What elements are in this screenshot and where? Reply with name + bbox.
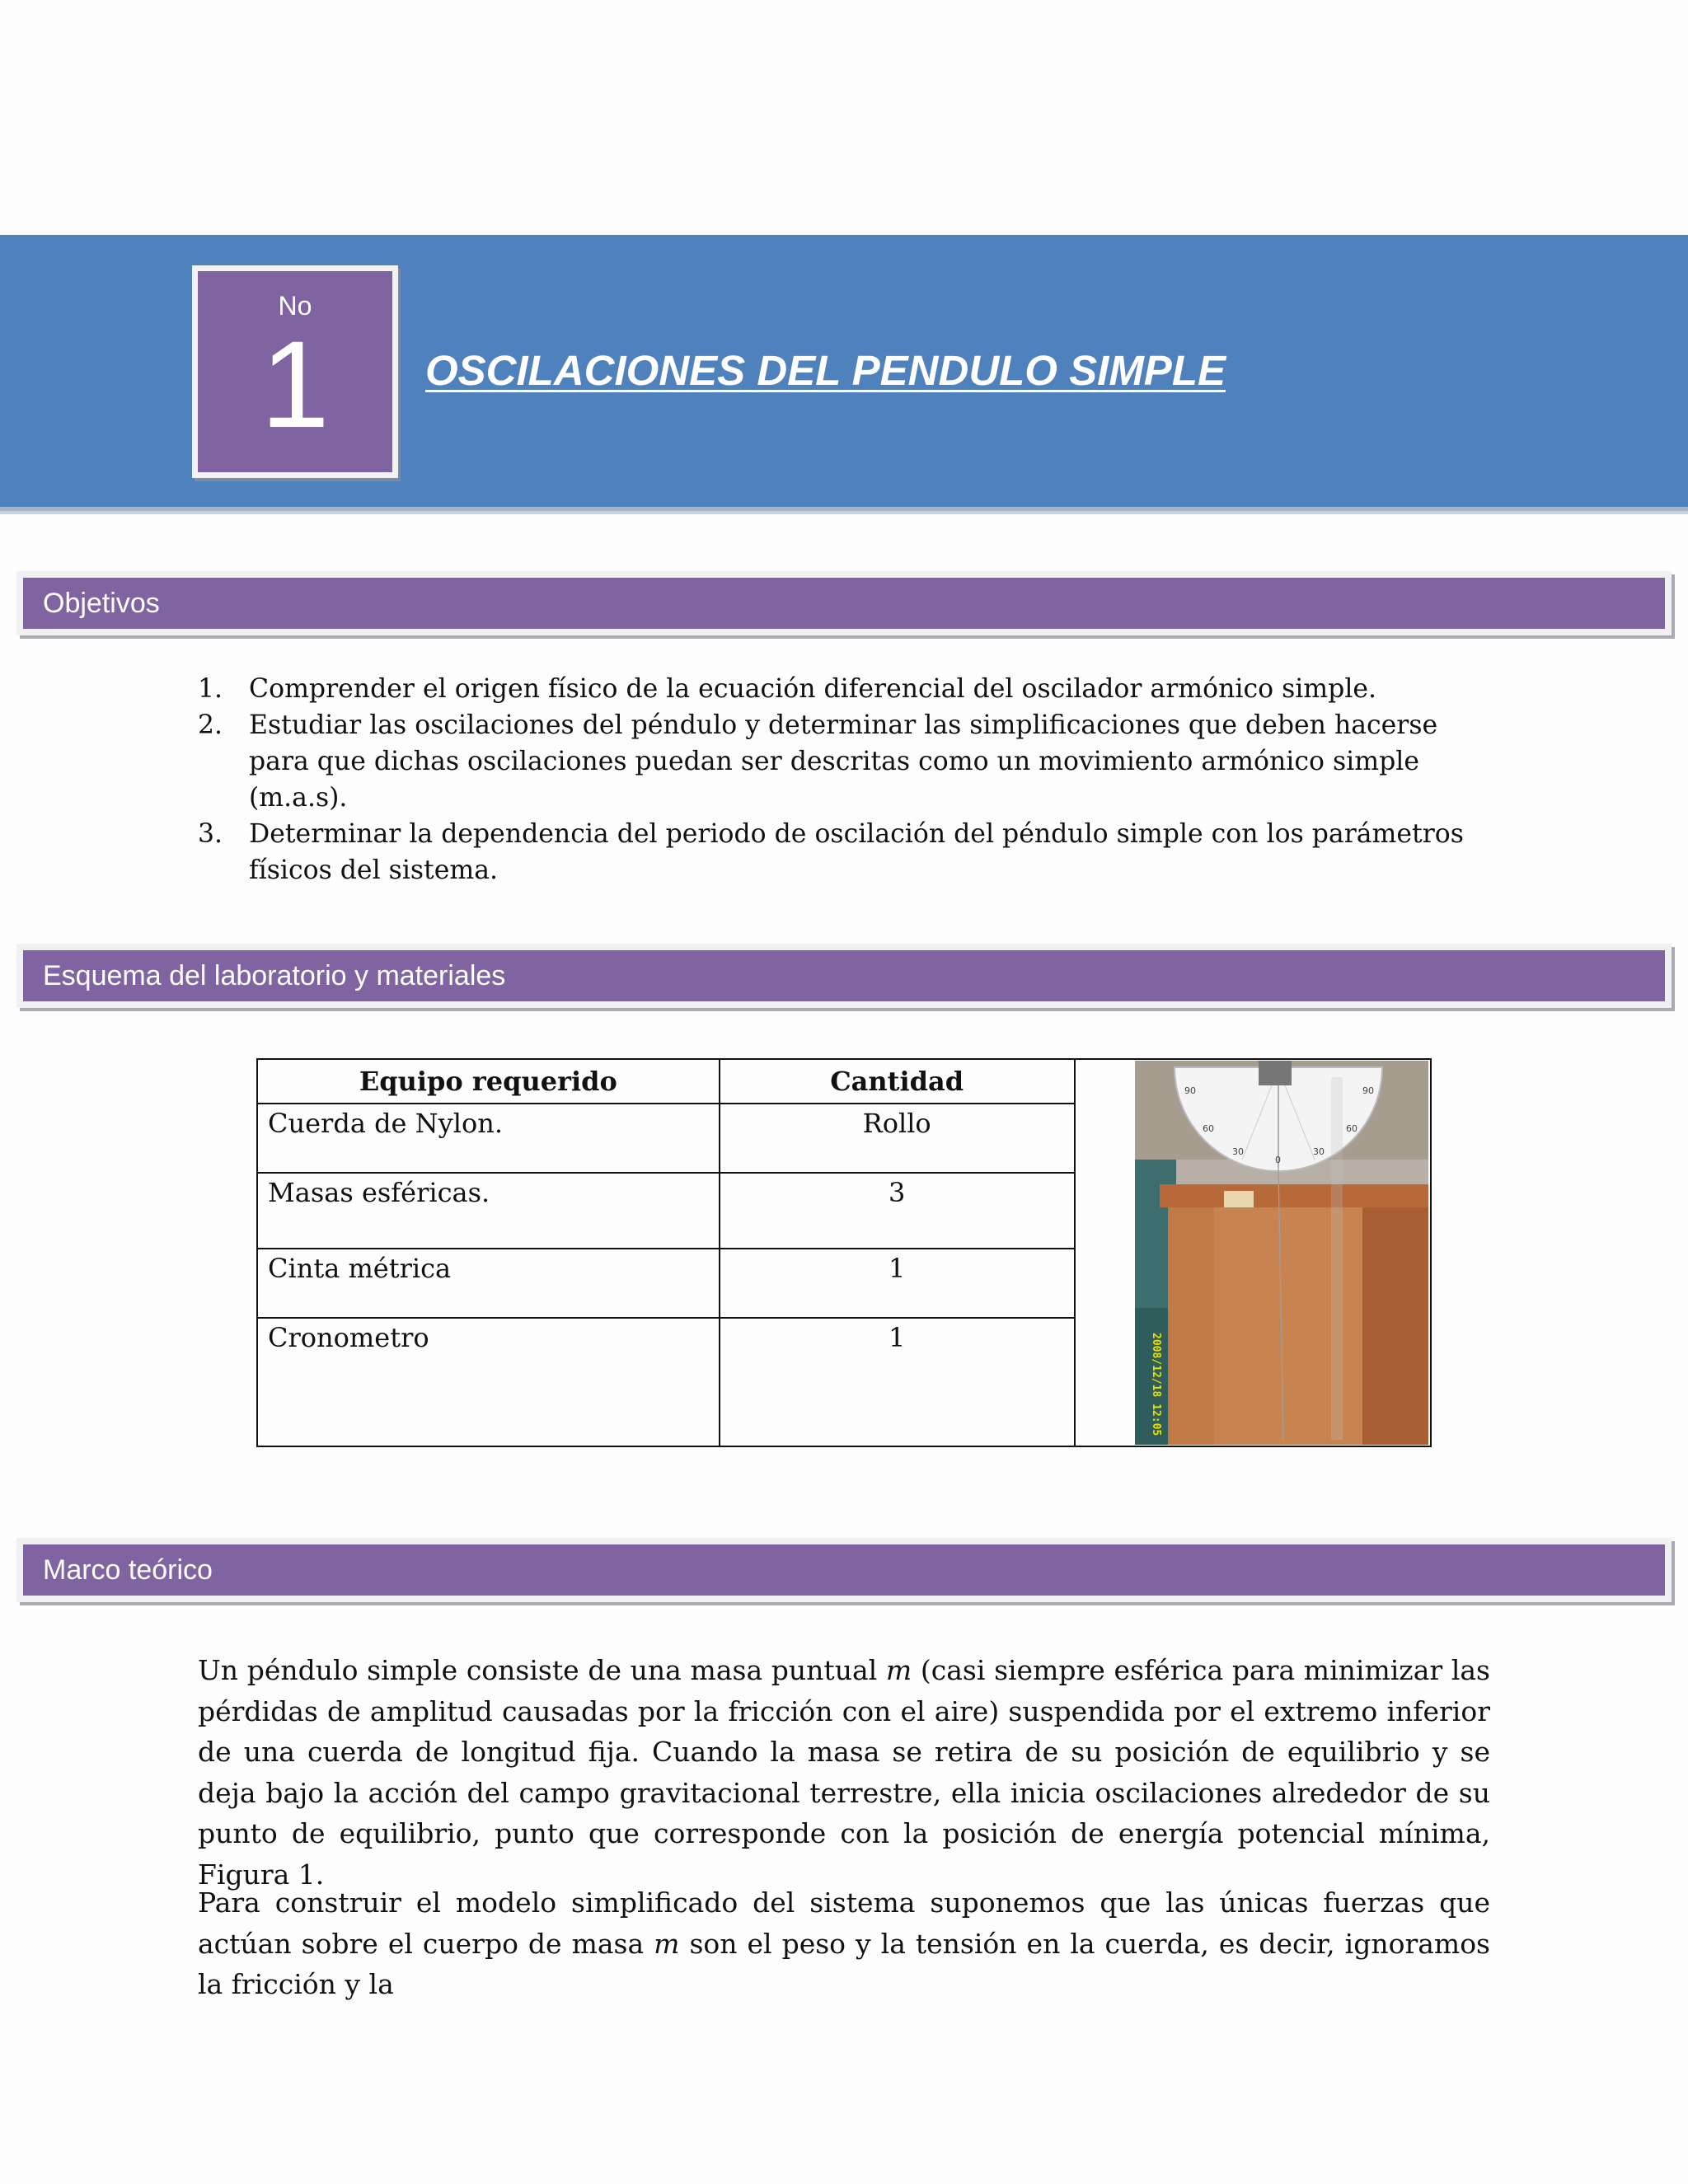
table-cell-item: Masas esféricas. xyxy=(257,1173,720,1249)
table-cell-qty: 1 xyxy=(720,1249,1075,1318)
number-label: No xyxy=(278,291,312,321)
section-header-marco: Marco teórico xyxy=(16,1538,1672,1602)
list-number: 2. xyxy=(198,710,223,740)
header-equipo: Equipo requerido xyxy=(257,1059,720,1104)
list-item xyxy=(198,671,1500,707)
paragraph-text: Para construir el modelo simplificado del sistema suponemos que las únicas fuerzas que actúan sobre el cuerpo de masa xyxy=(198,1886,1490,1960)
paragraph-text: Un péndulo simple consiste de una masa puntual xyxy=(198,1654,886,1686)
theory-paragraph-1 xyxy=(198,1650,1490,1895)
photo-cell xyxy=(1075,1059,1431,1446)
table-cell-qty: Rollo xyxy=(720,1104,1075,1173)
list-text: Determinar la dependencia del periodo de oscilación del péndulo simple con los parámetros físicos del sistema. xyxy=(249,819,1464,885)
paragraph-text: son el peso y la tensión en la cuerda, es decir, ignoramos la fricción y la xyxy=(198,1927,1490,2000)
equipment-table xyxy=(256,1058,1432,1447)
header-divider xyxy=(0,511,1688,514)
table-cell-qty: 3 xyxy=(720,1173,1075,1249)
table-cell-item: Cinta métrica xyxy=(257,1249,720,1318)
protractor-mark: 30 xyxy=(1231,1146,1244,1157)
table-header-row xyxy=(257,1059,1431,1104)
protractor-mark: 30 xyxy=(1312,1146,1325,1157)
mass-variable: m xyxy=(885,1654,912,1686)
protractor-mark: 0 xyxy=(1274,1155,1281,1165)
mass-variable: m xyxy=(654,1927,680,1960)
protractor-mark: 90 xyxy=(1362,1085,1374,1096)
protractor-mark: 60 xyxy=(1202,1123,1214,1134)
protractor-mark: 60 xyxy=(1345,1123,1357,1134)
list-item xyxy=(198,707,1500,816)
header-cantidad: Cantidad xyxy=(720,1059,1075,1104)
list-text: Comprender el origen físico de la ecuación diferencial del oscilador armónico simple. xyxy=(249,674,1377,704)
page-title: OSCILACIONES DEL PENDULO SIMPLE xyxy=(425,347,1226,394)
table-cell-item: Cronometro xyxy=(257,1318,720,1446)
table-cell-qty: 1 xyxy=(720,1318,1075,1446)
list-number: 3. xyxy=(198,819,223,849)
protractor-mark: 90 xyxy=(1184,1085,1196,1096)
list-text: Estudiar las oscilaciones del péndulo y determinar las simplificaciones que deben hacerse para que dichas oscilaciones puedan ser descritas como un movimiento armónico simple (m.a.s). xyxy=(249,710,1438,813)
lab-number: 1 xyxy=(260,315,330,453)
paragraph-text: (casi siempre esférica para minimizar las pérdidas de amplitud causadas por la fricción con el aire) suspendida por el extremo inferior de una cuerda de longitud fija. Cuando la masa se retira de su posición de equilibrio y se deja bajo la acción del campo gravitacional terrestre, ella inicia oscilaciones alrededor de su punto de equilibrio, punto que corresponde con la posición de energía potencial mínima, Figura 1. xyxy=(198,1654,1490,1891)
section-header-esquema: Esquema del laboratorio y materiales xyxy=(16,944,1672,1008)
pendulum-photo xyxy=(1135,1061,1428,1445)
table-cell-item: Cuerda de Nylon. xyxy=(257,1104,720,1173)
lab-number-box xyxy=(192,265,398,478)
theory-paragraph-2 xyxy=(198,1882,1490,2005)
section-header-objetivos: Objetivos xyxy=(16,571,1672,635)
objectives-list xyxy=(198,671,1500,888)
list-number: 1. xyxy=(198,674,223,704)
photo-timestamp: 2008/12/18 12:05 xyxy=(1149,1333,1162,1436)
list-item xyxy=(198,816,1500,888)
